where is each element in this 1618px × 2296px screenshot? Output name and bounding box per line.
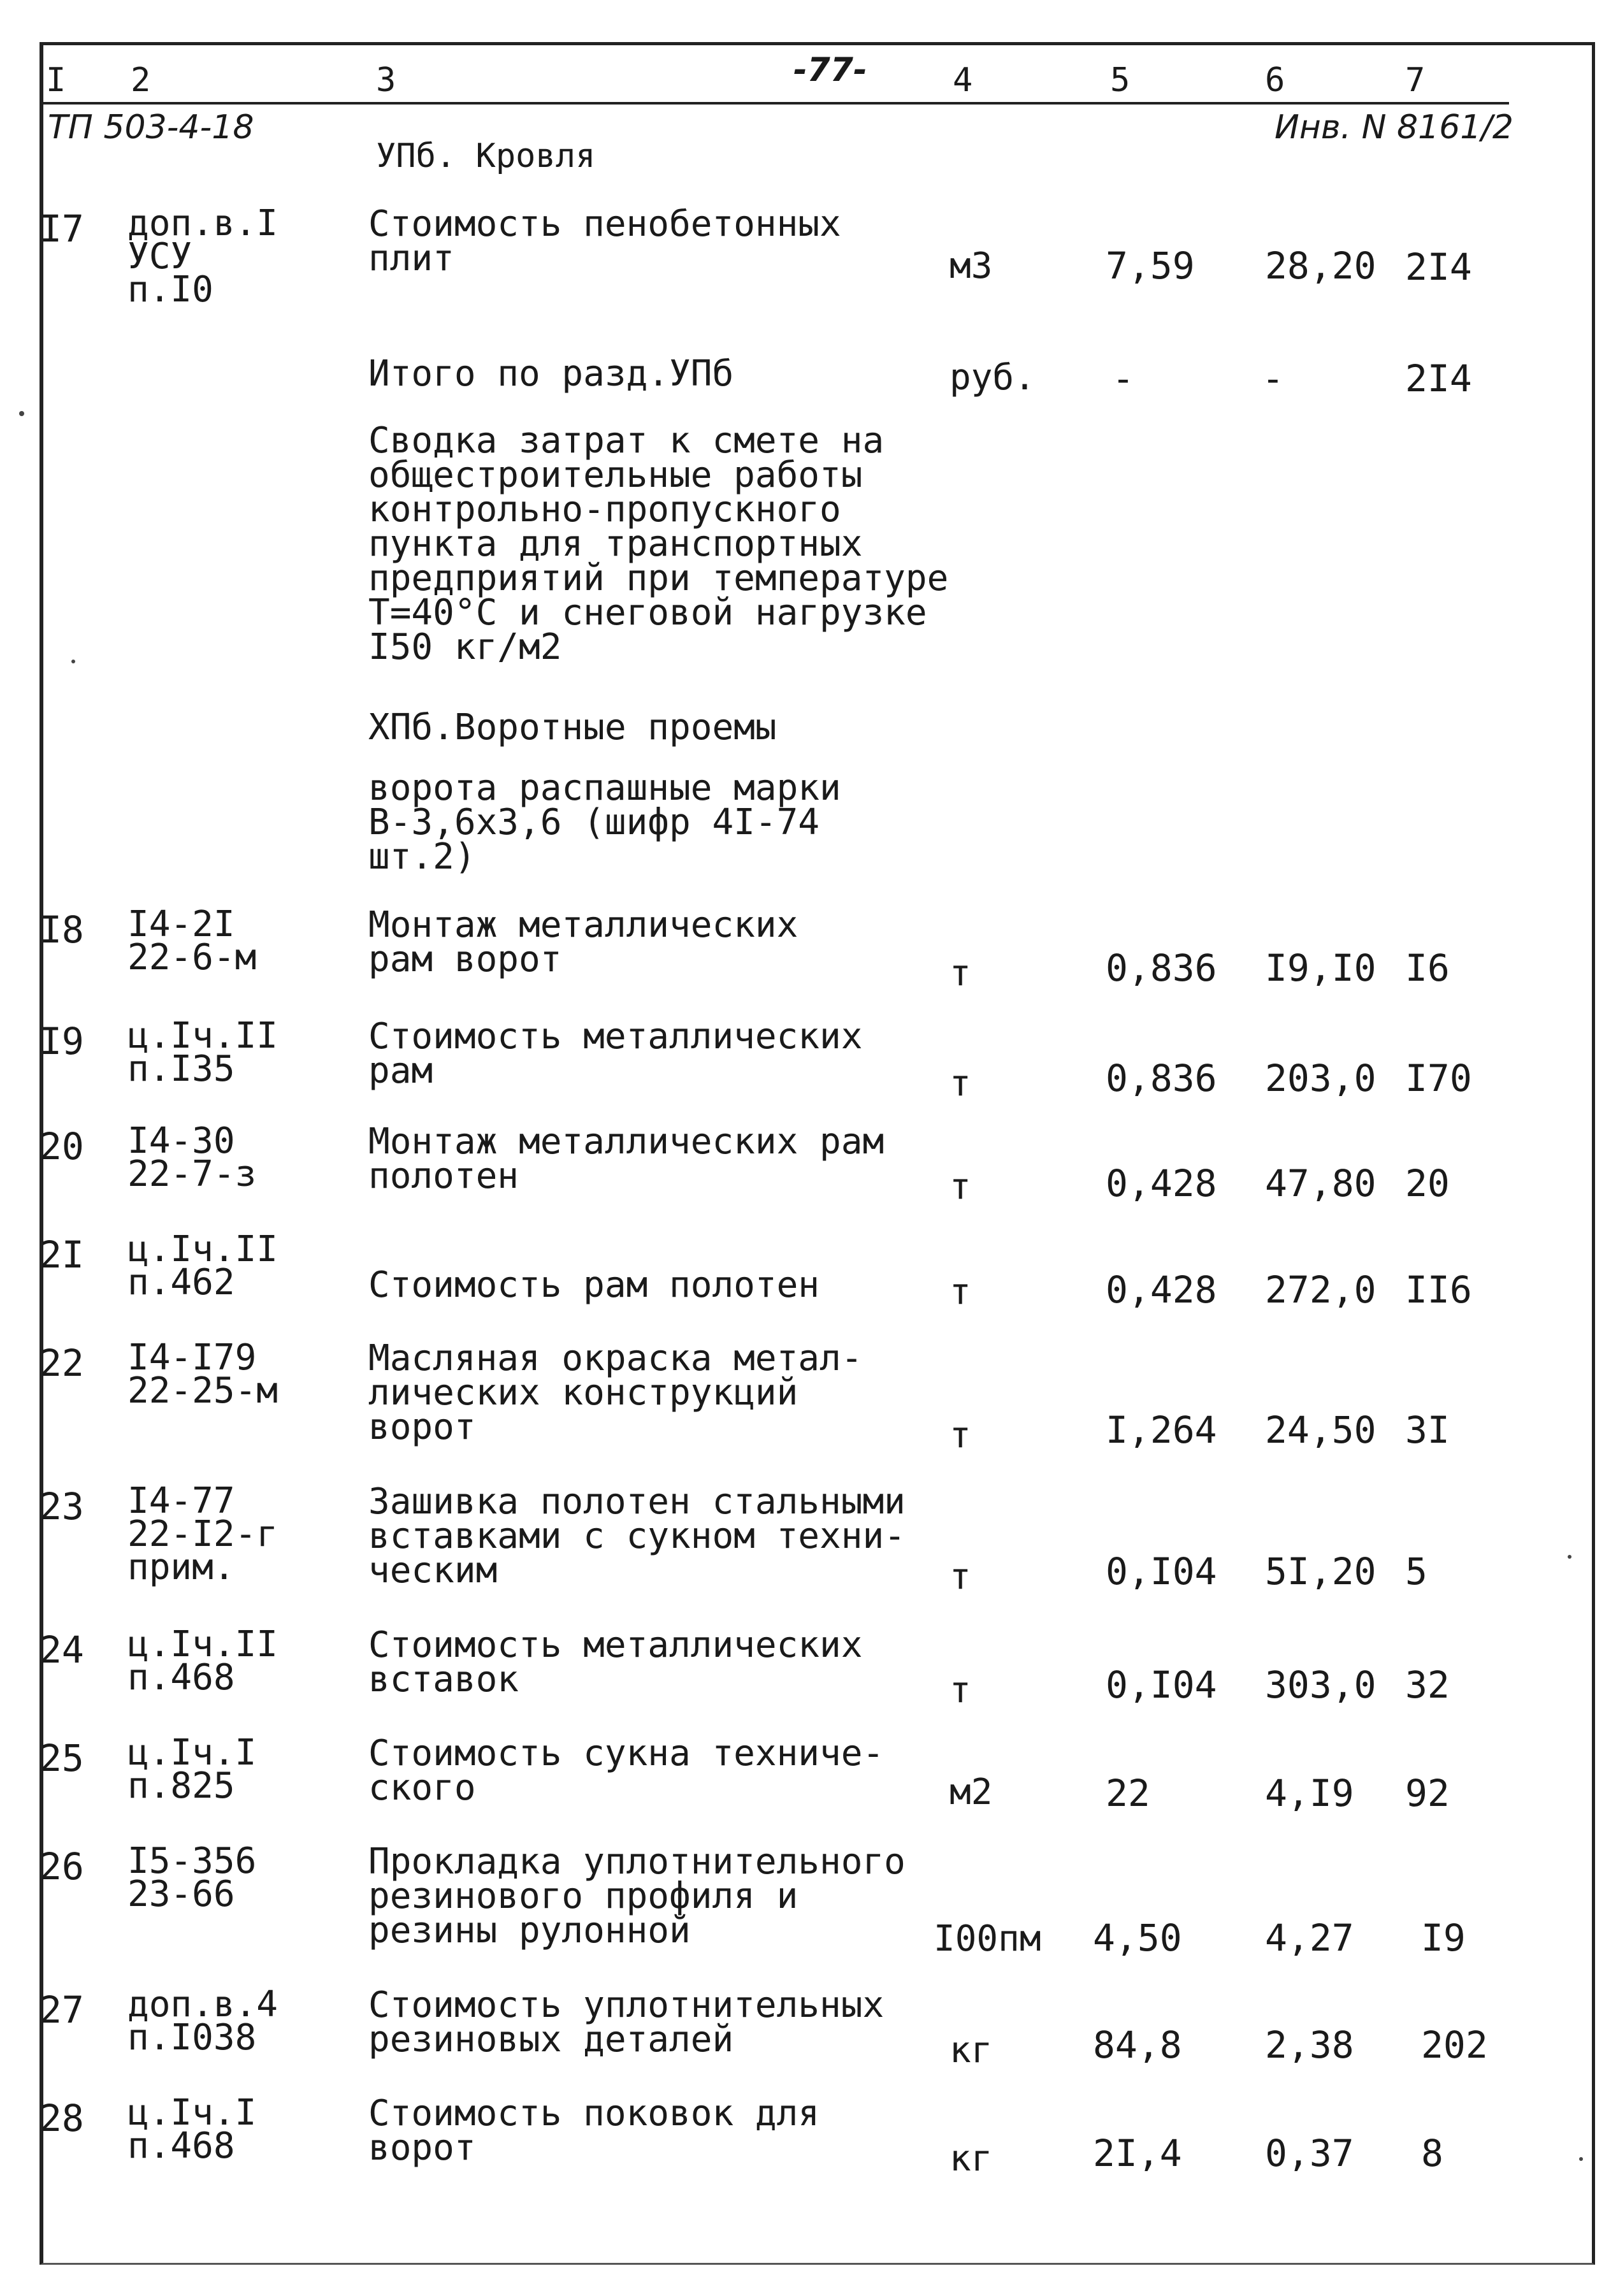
quantity: 2I,4 <box>1093 2132 1182 2175</box>
unit: т <box>950 1271 971 1313</box>
total-cost: I6 <box>1405 946 1450 990</box>
row-number: 27 <box>40 1988 84 2032</box>
quantity: 0,I04 <box>1106 1550 1217 1593</box>
quantity: 0,428 <box>1106 1268 1217 1311</box>
row-number: I9 <box>40 1020 84 1063</box>
unit-price: 47,80 <box>1265 1162 1376 1205</box>
work-description: Стоимость поковок для ворот <box>368 2093 820 2169</box>
work-description: Монтаж металлических рам ворот <box>368 904 798 980</box>
total-cost: 8 <box>1421 2132 1443 2175</box>
row-number: 20 <box>40 1125 84 1168</box>
quantity: 0,836 <box>1106 946 1217 990</box>
norm-code: I5-356 23-66 <box>127 1840 257 1915</box>
unit-price: 2,38 <box>1265 2023 1354 2067</box>
unit: м2 <box>950 1772 993 1813</box>
row-number: 24 <box>40 1628 84 1671</box>
norm-code: ц.Iч.I п.825 <box>127 1732 257 1807</box>
work-description: Прокладка уплотнительного резинового профиля и резины рулонной <box>368 1841 906 1951</box>
unit-price: 203,0 <box>1265 1057 1376 1100</box>
row-number: 25 <box>40 1736 84 1780</box>
total-cost: 5 <box>1405 1550 1427 1593</box>
unit: I00пм <box>934 1918 1041 1960</box>
work-description: Сводка затрат к смете на общестроительные работы контрольно-пропускного пункта для транспортных предприятий при температуре Т=40°С и снеговой нагрузке I50 кг/м2 <box>368 420 949 668</box>
work-description: Стоимость металлических вставок <box>368 1624 863 1700</box>
norm-code: ц.Iч.I п.468 <box>127 2092 257 2167</box>
work-description: Стоимость рам полотен <box>368 1264 820 1306</box>
total-cost: I70 <box>1405 1057 1472 1100</box>
column-header-3: 3 <box>376 61 396 99</box>
column-header-5: 5 <box>1110 61 1130 99</box>
work-description: Зашивка полотен стальными вставками с сукном техни- ческим <box>368 1481 906 1591</box>
scan-speck <box>1568 1555 1571 1559</box>
row-number: 26 <box>40 1845 84 1888</box>
page-number: -77- <box>793 51 867 89</box>
doc-code: ТП 503-4-18 <box>48 108 254 147</box>
norm-code: I4-77 22-I2-г прим. <box>127 1480 278 1588</box>
unit-price: 5I,20 <box>1265 1550 1376 1593</box>
norm-code: доп.в.I УСУ п.I0 <box>127 203 278 310</box>
total-cost: 32 <box>1405 1663 1450 1707</box>
column-header-2: 2 <box>131 61 151 99</box>
unit: т <box>950 1166 971 1208</box>
row-number: 23 <box>40 1485 84 1528</box>
work-description: Стоимость сукна техниче- ского <box>368 1733 885 1809</box>
column-header-6: 6 <box>1265 61 1285 99</box>
norm-code: доп.в.4 п.I038 <box>127 1984 278 2058</box>
work-description: Стоимость металлических рам <box>368 1016 863 1092</box>
norm-code: ц.Iч.II п.I35 <box>127 1015 278 1090</box>
norm-code: I4-30 22-7-з <box>127 1120 257 1195</box>
column-header-4: 4 <box>953 61 973 99</box>
scan-speck <box>19 411 24 416</box>
unit-price: 24,50 <box>1265 1408 1376 1452</box>
unit: т <box>950 1415 971 1456</box>
row-number: I8 <box>40 908 84 951</box>
total-cost: 3I <box>1405 1408 1450 1452</box>
work-description: Стоимость уплотнительных резиновых деталей <box>368 1984 885 2060</box>
unit: т <box>950 1063 971 1104</box>
work-description: ХПб.Воротные проемы <box>368 707 777 748</box>
column-header-1: I <box>46 61 66 99</box>
inventory-number: Инв. N 8161/2 <box>1275 108 1513 147</box>
norm-code: I4-2I 22-6-м <box>127 904 257 978</box>
total-cost: 2I4 <box>1405 245 1472 289</box>
norm-code: ц.Iч.II п.462 <box>127 1229 278 1303</box>
work-description: ворота распашные марки В-3,6х3,6 (шифр 4I-74 шт.2) <box>368 767 841 877</box>
quantity: 7,59 <box>1106 244 1195 287</box>
row-number: 2I <box>40 1233 84 1276</box>
norm-code: I4-I79 22-25-м <box>127 1337 278 1412</box>
unit-price: I9,I0 <box>1265 946 1376 990</box>
unit: кг <box>950 2138 993 2179</box>
unit-price: 272,0 <box>1265 1268 1376 1311</box>
quantity: 22 <box>1106 1772 1150 1815</box>
unit: руб. <box>950 357 1036 398</box>
scan-speck <box>71 660 75 663</box>
total-cost: 92 <box>1405 1772 1450 1815</box>
norm-code: ц.Iч.II п.468 <box>127 1624 278 1698</box>
unit: т <box>950 953 971 994</box>
quantity: I,264 <box>1106 1408 1217 1452</box>
total-cost: 2I4 <box>1405 357 1472 400</box>
quantity: - <box>1112 357 1134 400</box>
total-cost: II6 <box>1405 1268 1472 1311</box>
unit-price: 303,0 <box>1265 1663 1376 1707</box>
unit: т <box>950 1556 971 1598</box>
unit: т <box>950 1670 971 1711</box>
total-cost: I9 <box>1421 1916 1466 1960</box>
unit-price: - <box>1262 357 1284 400</box>
section-title: УПб. Кровля <box>376 137 596 175</box>
work-description: Итого по разд.УПб <box>368 353 734 394</box>
unit-price: 28,20 <box>1265 244 1376 287</box>
row-number: I7 <box>40 207 84 250</box>
quantity: 0,836 <box>1106 1057 1217 1100</box>
work-description: Монтаж металлических рам полотен <box>368 1121 885 1197</box>
total-cost: 20 <box>1405 1162 1450 1205</box>
scan-speck <box>1579 2157 1583 2161</box>
quantity: 4,50 <box>1093 1916 1182 1960</box>
work-description: Стоимость пенобетонных плит <box>368 203 841 279</box>
row-number: 22 <box>40 1341 84 1385</box>
unit: кг <box>950 2030 993 2071</box>
unit-price: 4,27 <box>1265 1916 1354 1960</box>
unit: м3 <box>950 245 993 287</box>
unit-price: 4,I9 <box>1265 1772 1354 1815</box>
row-number: 28 <box>40 2097 84 2140</box>
total-cost: 202 <box>1421 2023 1488 2067</box>
quantity: 84,8 <box>1093 2023 1182 2067</box>
unit-price: 0,37 <box>1265 2132 1354 2175</box>
header-rule <box>43 102 1509 105</box>
quantity: 0,I04 <box>1106 1663 1217 1707</box>
column-header-7: 7 <box>1405 61 1426 99</box>
work-description: Масляная окраска метал- лических конструкций ворот <box>368 1338 863 1448</box>
quantity: 0,428 <box>1106 1162 1217 1205</box>
